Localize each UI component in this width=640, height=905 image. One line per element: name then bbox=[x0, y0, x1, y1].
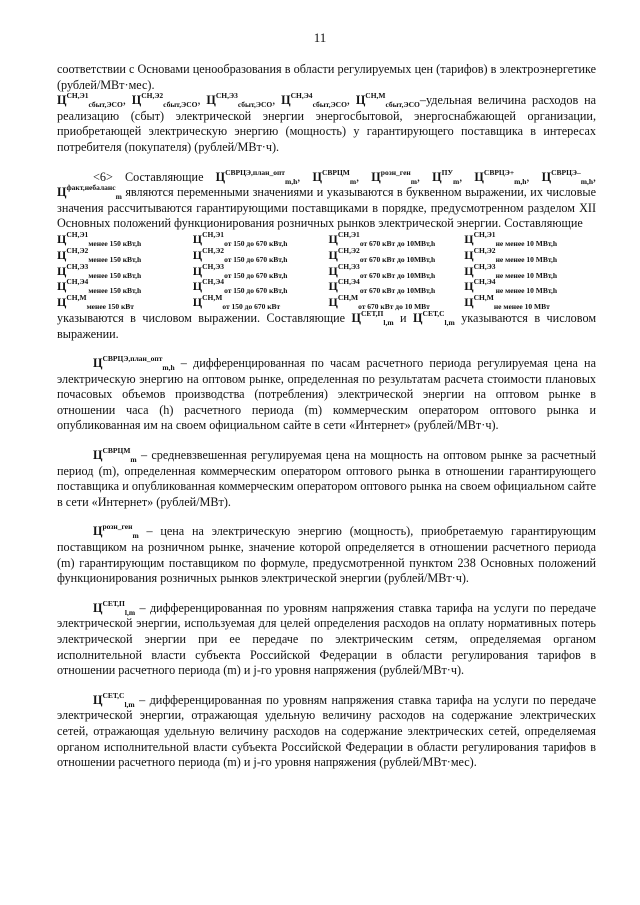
symbol-cn-m-lt150: $Ц^{СН,М}_{менее 150 кВт}$ bbox=[57, 293, 134, 312]
symbol-cn-e2-sbyt: $Ц^{СН,Э2}_{сбыт,ЭСО}$ bbox=[131, 91, 198, 110]
definition-svrce-plan: $Ц^{СВРЦЭ,план\_опт}_{m,h}$ – дифференцированная по часам расчетного периода регулируемая цена на электрическую энергию на оптовом рынке, определенная по результатам расчета стоимости плановых почасовых объемов производства (потребления) электрической энергии на оптовом рынке в отношении часа (h) расчетного периода (m) коммерческим оператором оптового рынка и опубликованная им на своем официальном сайте в сети «Интернет» (рублей/МВт·ч). bbox=[57, 354, 596, 433]
definition-set-p: $Ц^{СЕТ,П}_{l,m}$ – дифференцированная по уровням напряжения ставка тарифа на услуги по передаче электрической энергии, используемая для целей определения расходов на оплату нормативных потерь электрической энергии при ее передаче по электрическим сетям, определяемая органом исполнительной власти субъекта Российской Федерации в области регулирования тарифов в отношении расчетного периода (m) и j-го уровня напряжения (рублей/МВт·ч). bbox=[57, 598, 597, 678]
symbol-cn-e1-lt150: $Ц^{СН,Э1}_{менее 150 кВт,h}$ bbox=[57, 229, 142, 248]
symbol-cn-e2-lt150: $Ц^{СН,Э2}_{менее 150 кВт,h}$ bbox=[57, 245, 142, 264]
sales-costs-text: –удельная величина расходов на реализацию (сбыт) электрической энергии энергосбытовой, энергоснабжающей организации, приобретающей электрическую энергию (мощность) у гарантирующего поставщика в интересах потребителя (покупателя) (рублей/МВт·ч). bbox=[57, 93, 596, 154]
def-symbol-rozn-gen: $Ц^{розн\_ген}_m$ bbox=[93, 522, 139, 541]
paragraph-intro: соответствии с Основами ценообразования в области регулируемых цен (тарифов) в электроэнергетике (рублей/МВт·мес). bbox=[57, 62, 596, 92]
voltage-tariff-components bbox=[57, 229, 596, 312]
symbol-cn-e1-670-10: $Ц^{СН,Э1}_{от 670 кВт до 10МВт,h}$ bbox=[328, 229, 436, 248]
paragraph-components: <6> Составляющие $Ц^{СВРЦЭ,план\_опт}_{m,h}$, $Ц^{СВРЦМ}_m$, $Ц^{розн\_ген}_m$, $Ц^{ПУ}_m$, $Ц^{СВРЦЭ+}_{m,h}$, $Ц^{СВРЦЭ-}_{m,h}$, $Ц^{факт,небаланс}_m$ являются переменными значениями и указываются в буквенном выражении, их числовые значения рассчитываются гарантирующими поставщиками в порядке, предусмотренном разделом XII Основных положений функционирования розничных рынков электрической энергии. Составляющие bbox=[57, 167, 597, 231]
components-text: являются переменными значениями и указываются в буквенном выражении, их числовые значения рассчитываются гарантирующими поставщиками в порядке, предусмотренном разделом XII Основных положений функционирования розничных рынков электрической энергии. Составляющие bbox=[57, 185, 596, 231]
symbol-cn-e3-ge10: $Ц^{СН,Э3}_{не менее 10 МВт,h}$ bbox=[464, 261, 558, 280]
symbol-cn-e3-150-670: $Ц^{СН,Э3}_{от 150 до 670 кВт,h}$ bbox=[192, 261, 288, 280]
symbol-cn-e1-150-670: $Ц^{СН,Э1}_{от 150 до 670 кВт,h}$ bbox=[192, 229, 288, 248]
symbol-cn-e2-ge10: $Ц^{СН,Э2}_{не менее 10 МВт,h}$ bbox=[464, 245, 558, 264]
def-symbol-svrcm: $Ц^{СВРЦМ}_m$ bbox=[93, 446, 137, 465]
symbol-cn-e1-sbyt: $Ц^{СН,Э1}_{сбыт,ЭСО}$ bbox=[57, 91, 123, 110]
symbol-cn-e4-ge10: $Ц^{СН,Э4}_{не менее 10 МВт,h}$ bbox=[464, 277, 558, 296]
paragraph-numeric-components: указываются в числовом выражении. Составляющие $Ц^{СЕТ,П}_{l,m}$ и $Ц^{СЕТ,С}_{l,m}$ указываются в числовом выражении. bbox=[57, 308, 597, 341]
definition-rozn-gen: $Ц^{розн\_ген}_m$ – цена на электрическую энергию (мощность), приобретаемую гарантирующим поставщиком на розничном рынке, значение которой определяется в отношении расчетного периода (m) гарантирующим поставщиком по формуле, предусмотренной пунктом 238 Основных положений функционирования розничных рынков электрической энергии (рублей/МВт·ч). bbox=[57, 522, 596, 586]
symbol-cn-e1-ge10: $Ц^{СН,Э1}_{не менее 10 МВт,h}$ bbox=[464, 229, 558, 248]
symbol-cn-e4-670-10: $Ц^{СН,Э4}_{от 670 кВт до 10МВт,h}$ bbox=[328, 277, 436, 296]
symbol-svrce-minus: $Ц^{СВРЦЭ-}_{m,h}$ bbox=[541, 167, 594, 186]
symbol-cn-e4-150-670: $Ц^{СН,Э4}_{от 150 до 670 кВт,h}$ bbox=[192, 277, 288, 296]
symbol-cn-m-150-670: $Ц^{СН,М}_{от 150 до 670 кВт}$ bbox=[192, 293, 281, 312]
def-symbol-set-p: $Ц^{СЕТ,П}_{l,m}$ bbox=[93, 598, 136, 617]
symbol-cn-e3-sbyt: $Ц^{СН,Э3}_{сбыт,ЭСО}$ bbox=[206, 91, 273, 110]
symbol-cn-e3-lt150: $Ц^{СН,Э3}_{менее 150 кВт,h}$ bbox=[57, 261, 142, 280]
symbol-cn-m-sbyt: $Ц^{СН,М}_{сбыт,ЭСО}$ bbox=[355, 91, 420, 110]
symbol-rozn-gen: $Ц^{розн\_ген}_m$ bbox=[371, 167, 417, 186]
document-body bbox=[57, 62, 596, 771]
def-symbol-set-s: $Ц^{СЕТ,С}_{l,m}$ bbox=[93, 690, 135, 709]
paragraph-sales-costs: $Ц^{СН,Э1}_{сбыт,ЭСО}$, $Ц^{СН,Э2}_{сбыт,ЭСО}$, $Ц^{СН,Э3}_{сбыт,ЭСО}$, $Ц^{СН,Э4}_{сбыт,ЭСО}$, $Ц^{СН,М}_{сбыт,ЭСО}$–удельная величина расходов на реализацию (сбыт) электрической энергии энергосбытовой, энергоснабжающей организации, приобретающей электрическую энергию (мощность) у гарантирующего поставщика в интересах потребителя (покупателя) (рублей/МВт·ч). bbox=[57, 91, 596, 154]
symbol-cn-e2-670-10: $Ц^{СН,Э2}_{от 670 кВт до 10МВт,h}$ bbox=[328, 245, 436, 264]
numeric-end-text: указываются в числовом выражении. bbox=[57, 310, 597, 341]
symbol-svrce-plan: $Ц^{СВРЦЭ,план\_опт}_{m,h}$ bbox=[215, 167, 298, 186]
def-symbol-svrce-plan: $Ц^{СВРЦЭ,план\_опт}_{m,h}$ bbox=[93, 354, 175, 373]
symbol-cn-e4-lt150: $Ц^{СН,Э4}_{менее 150 кВт,h}$ bbox=[57, 277, 142, 296]
symbol-svrcm: $Ц^{СВРЦМ}_m$ bbox=[312, 167, 357, 186]
definition-set-s: $Ц^{СЕТ,С}_{l,m}$ – дифференцированная по уровням напряжения ставка тарифа на услуги по передаче электрической энергии, отражающая удельную величину расходов на содержание электрических сетей, отражающая удельную величину расходов на содержание электрических сетей, определяемая органом исполнительной власти субъекта Российской Федерации в области регулирования тарифов в отношении расчетного периода (m) и j-го уровня напряжения (рублей/МВт·мес). bbox=[57, 690, 596, 770]
symbol-cn-e3-670-10: $Ц^{СН,Э3}_{от 670 кВт до 10МВт,h}$ bbox=[328, 261, 436, 280]
symbol-cn-e4-sbyt: $Ц^{СН,Э4}_{сбыт,ЭСО}$ bbox=[281, 91, 347, 110]
symbol-set-p: $Ц^{СЕТ,П}_{l,m}$ bbox=[351, 308, 394, 327]
symbol-fakt-nebalans: $Ц^{факт,небаланс}_m$ bbox=[57, 183, 122, 202]
footnote-lead: <6> Составляющие bbox=[93, 169, 204, 184]
symbol-pu: $Ц^{ПУ}_m$ bbox=[432, 167, 460, 186]
symbol-cn-m-670-10: $Ц^{СН,М}_{от 670 кВт до 10 МВт}$ bbox=[328, 293, 430, 312]
page-number: 11 bbox=[313, 30, 327, 45]
definition-svrcm: $Ц^{СВРЦМ}_m$ – средневзвешенная регулируемая цена на мощность на оптовом рынке за расчетный период (m), определенная коммерческим оператором оптового рынка в отношении гарантирующего поставщика и опубликованная коммерческим оператором оптового рынка на своем официальном сайте в сети «Интернет» (рублей/МВт). bbox=[57, 446, 596, 509]
numeric-text: указываются в числовом выражении. Составляющие bbox=[57, 310, 346, 325]
symbol-set-s: $Ц^{СЕТ,С}_{l,m}$ bbox=[413, 308, 455, 327]
symbol-svrce-plus: $Ц^{СВРЦЭ+}_{m,h}$ bbox=[474, 167, 527, 186]
symbol-cn-e2-150-670: $Ц^{СН,Э2}_{от 150 до 670 кВт,h}$ bbox=[192, 245, 288, 264]
symbol-cn-m-ge10: $Ц^{СН,М}_{не менее 10 МВт}$ bbox=[464, 293, 550, 312]
